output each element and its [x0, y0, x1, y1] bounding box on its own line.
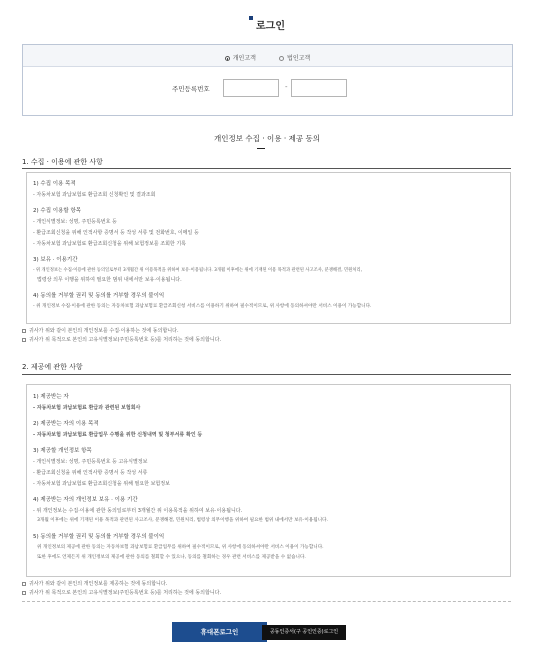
s2-item-text: - 자동차보험 과납보험료 환급조회신청을 위해 필요한 보험정보 — [33, 481, 170, 487]
checkbox-icon — [22, 591, 26, 595]
page-title-text: 로그인 — [256, 21, 285, 32]
phone-login-button[interactable]: 휴대폰로그인 — [172, 622, 267, 642]
s1-item-text: 법령상 의무 이행을 위하여 필요한 범위 내에서만 보유·이용됩니다. — [37, 277, 182, 283]
s2-item-heading: 4) 제공받는 자의 개인정보 보유 · 이용 기간 — [33, 497, 138, 503]
s2-consent-check-2-label: 귀사가 위 목적으로 본인의 고유식별정보(주민등록번호 등)를 처리하는 것에 동의합니다. — [29, 590, 222, 596]
section1-title: 1. 수집 · 이용에 관한 사항 — [22, 158, 103, 166]
s1-item-heading: 2) 수집 이용할 항목 — [33, 208, 82, 214]
s1-item-heading: 4) 동의를 거부할 권리 및 동의를 거부할 경우의 불이익 — [33, 293, 165, 299]
s1-consent-check-2-label: 귀사가 위 목적으로 본인의 고유식별정보(주민등록번호 등)를 처리하는 것에 동의합니다. — [29, 337, 222, 343]
checkbox-icon — [22, 329, 26, 333]
title-area — [0, 14, 534, 33]
section2-terms-box[interactable] — [26, 384, 511, 577]
consent-heading: 개인정보 수집 · 이용 · 제공 동의 — [213, 134, 320, 143]
rrn-label: 주민등록번호 — [172, 85, 210, 93]
section1-terms-box[interactable] — [26, 172, 511, 324]
rrn-back-input[interactable] — [291, 79, 347, 97]
s2-consent-check-2[interactable] — [22, 590, 221, 596]
title-bullet-icon — [249, 16, 253, 20]
s1-item-heading: 1) 수집 이용 목적 — [33, 181, 76, 187]
section2-rule — [22, 374, 511, 375]
s2-item-text: 위 개인정보의 제공에 관한 동의는 자동차보험 과납보험료 환급업무를 위하여 필수적이므로, 위 사항에 동의하셔야만 서비스 이용이 가능합니다. — [37, 545, 324, 550]
customer-type-tabs — [23, 45, 512, 67]
s2-item-heading: 3) 제공할 개인정보 항목 — [33, 448, 92, 454]
radio-individual-label: 개인고객 — [232, 55, 256, 62]
s1-item-text: - 환급조회신청을 위해 인적사항 증명서 등 작성 서류 및 전화번호, 이메일 등 — [33, 230, 199, 236]
radio-on-icon — [225, 56, 230, 61]
radio-individual[interactable] — [225, 48, 256, 69]
certificate-login-button[interactable]: 공동인증서(구 공인인증)로그인 — [262, 625, 346, 640]
s1-item-text: - 위 개인정보는 수집·이용에 관한 동의일로부터 3개월간 위 이용목적을 위하여 보유·이용됩니다. 3개월 이후에는 위에 기재된 이용 목적과 관련된 사고조사, 분쟁해결, 민원처리, — [33, 268, 362, 273]
s2-item-text: - 위 개인정보는 수집·이용에 관한 동의일로부터 3개월간 위 이용목적을 위하여 보유·이용됩니다. — [33, 508, 243, 514]
s2-consent-check-1[interactable] — [22, 581, 167, 587]
s1-item-text: - 개인식별정보: 성명, 주민등록번호 등 — [33, 219, 117, 225]
s2-item-text: 3개월 이후에는 위에 기재된 이용 목적과 관련된 사고조사, 분쟁해결, 민원처리, 법령상 의무이행을 위하여 필요한 범위 내에서만 보유·이용됩니다. — [37, 518, 328, 523]
checkbox-icon — [22, 338, 26, 342]
section2-title: 2. 제공에 관한 사항 — [22, 363, 83, 371]
dashed-divider — [22, 601, 511, 602]
consent-heading-underline — [257, 148, 265, 149]
s1-item-text: - 자동차보험 과납보험료 환급조회 신청확인 및 결과조회 — [33, 192, 156, 198]
s1-item-text: - 위 개인정보 수집·이용에 관한 동의는 자동차보험 과납보험료 환급조회신청 서비스를 이용하기 위하여 필수적이므로, 위 사항에 동의하셔야만 서비스 이용이 가능합니다. — [33, 304, 372, 309]
s2-item-heading: 2) 제공받는 자의 이용 목적 — [33, 421, 99, 427]
s2-item-heading: 5) 동의를 거부할 권리 및 동의를 거부할 경우의 불이익 — [33, 534, 165, 540]
s2-item-text: - 개인식별정보: 성명, 주민등록번호 등 고유식별정보 — [33, 459, 148, 465]
page-title — [249, 17, 285, 32]
s2-item-text: - 자동차보험 과납보험료 환급업무 수행을 위한 신청내역 및 청부서류 확인 등 — [33, 432, 203, 438]
s1-consent-check-2[interactable] — [22, 337, 221, 343]
s2-item-text: 또한 후에도 언제든지 위 개인정보의 제공에 관한 동의를 철회할 수 있으나, 동의를 철회하는 경우 관련 서비스를 제공받을 수 없습니다. — [37, 555, 306, 560]
checkbox-icon — [22, 582, 26, 586]
s1-consent-check-1-label: 귀사가 위와 같이 본인의 개인정보를 수집·이용하는 것에 동의합니다. — [29, 328, 179, 334]
radio-corporate[interactable] — [279, 48, 310, 69]
s2-item-text: - 환급조회신청을 위해 인적사항 증명서 등 작성 서류 — [33, 470, 148, 476]
rrn-separator: - — [285, 83, 288, 91]
s1-item-heading: 3) 보유 · 이용기간 — [33, 257, 78, 263]
rrn-front-input[interactable] — [223, 79, 279, 97]
radio-off-icon — [279, 56, 284, 61]
radio-corporate-label: 법인고객 — [287, 55, 311, 62]
login-box — [22, 44, 513, 116]
s2-consent-check-1-label: 귀사가 위와 같이 본인의 개인정보를 제공하는 것에 동의합니다. — [29, 581, 168, 587]
s2-item-heading: 1) 제공받는 자 — [33, 394, 69, 400]
s1-item-text: - 자동차보험 과납보험료 환급조회신청을 위해 보험정보를 조회한 기록 — [33, 241, 187, 247]
s2-item-text: - 자동차보험 과납보험료 환급과 관련된 보험회사 — [33, 405, 141, 411]
section1-rule — [22, 168, 511, 169]
s1-consent-check-1[interactable] — [22, 328, 179, 334]
